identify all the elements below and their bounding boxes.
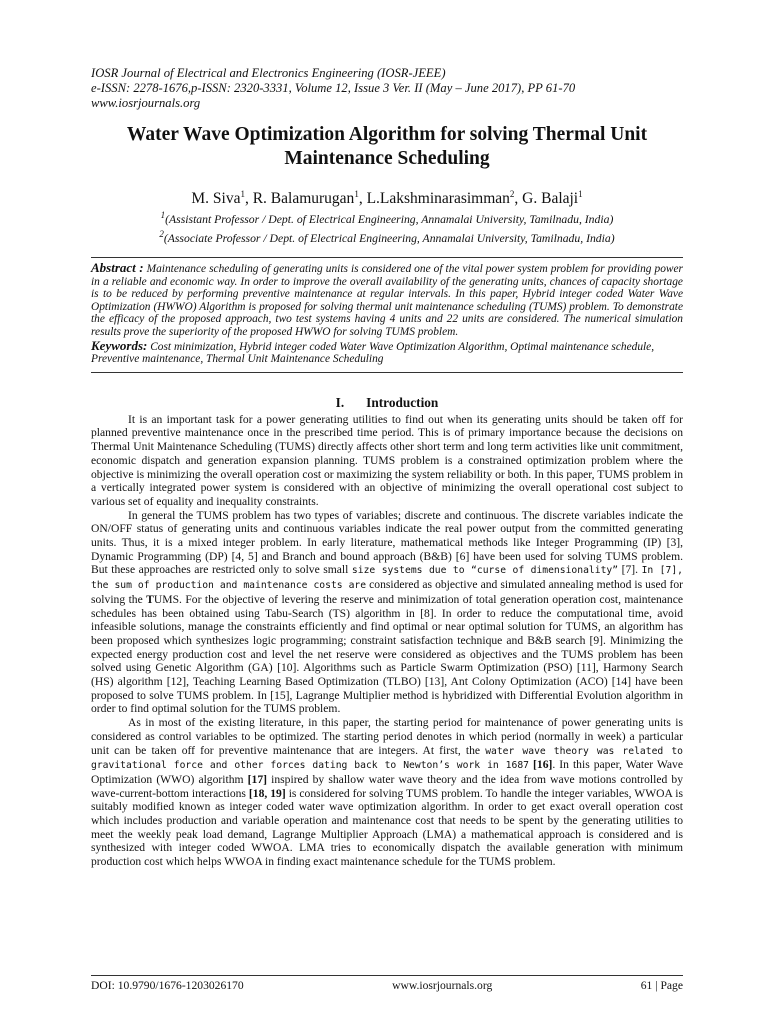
footer-site: www.iosrjournals.org xyxy=(392,979,493,992)
journal-header xyxy=(91,66,683,111)
author-1-affiliation: 1 xyxy=(240,189,245,199)
paper-title-line-1: Water Wave Optimization Algorithm for solving Thermal Unit xyxy=(126,124,648,145)
abstract-bottom-rule xyxy=(91,372,683,373)
affiliations xyxy=(91,208,683,246)
author-1: M. Siva xyxy=(191,190,241,208)
paragraph-2: In general the TUMS problem has two types of variables; discrete and continuous. The discrete variables indicate the ON/OFF status of generating units and continuous variables indicate the real power output from the committed generating units. Thus, it is a mixed integer problem. In early literature, mathematical methods like Integer Programming (IP) [3], Dynamic Programming (DP) [4, 5] and Branch and bound approach (B&B) [6] have been used for solving TUMS problem. But these approaches are restricted only to solve small size systems due to “curse of dimensionality” [7]. In [7], the sum of production and maintenance costs are considered as objective and simulated annealing method is used for solving the TUMS. For the objective of levering the reserve and minimization of total generation operation cost, maintenance schedules has been obtained using Tabu-Search (TS) algorithm in [8]. In order to reduce the computational time, avoid infeasible solutions, manage the constraints efficiently and find optimal or near optimal solution for TUMS, an algorithm has been proposed which synthesizes logic programming; constraint satisfaction technique and B&B search [9]. Minimizing the expected energy production cost and level the net reserve were considered as objectives and the TUMS problem has been solved using Genetic Algorithm (GA) [10]. Algorithms such as Particle Swarm Optimization (PSO) [11], Harmony Search (HS) algorithm [12], Teaching Learning Based Optimization (TLBO) [13], Ant Colony Optimization (ACO) [14] have been proposed to solve TUMS problem. In [15], Lagrange Multiplier method is hybridized with Differential Evolution algorithm in order to find optimal solution for the TUMS problem. xyxy=(91,508,684,716)
paper-title xyxy=(91,123,683,171)
abstract-text: Maintenance scheduling of generating units is considered one of the vital power system problem for providing power in a reliable and economic way. In order to improve the overall availability of the generating units, chances of capacity shortage is to be reduced by performing preventive maintenance at regular intervals. In this paper, Hybrid integer coded Water Wave Optimization (HWWO) Algorithm is proposed for solving thermal unit maintenance scheduling (TUMS) problem. To demonstrate the efficacy of the proposed approach, two test systems having 4 units and 22 units are considered. The numerical simulation results prove the superiority of the proposed HWWO for solving TUMS problem. xyxy=(91,262,683,338)
journal-site: www.iosrjournals.org xyxy=(91,96,201,110)
author-2-affiliation: 1 xyxy=(354,189,359,199)
page-footer xyxy=(91,975,683,993)
author-3: , L.Lakshminarasimman xyxy=(358,190,510,208)
author-4: , G. Balaji xyxy=(514,190,579,208)
footer-doi: DOI: 10.9790/1676-1203026170 xyxy=(91,979,244,992)
journal-issn: e-ISSN: 2278-1676,p-ISSN: 2320-3331, Volume 12, Issue 3 Ver. II (May – June 2017), PP 61-70 xyxy=(91,81,576,95)
author-3-affiliation: 2 xyxy=(509,189,515,199)
affiliation-2: $^2$(Associate Professor / Dept. of Electrical Engineering, Annamalai University, Tamilnadu, India) xyxy=(159,229,615,245)
affiliation-1: $^1$(Assistant Professor / Dept. of Electrical Engineering, Annamalai University, Tamilnadu, India) xyxy=(160,210,614,227)
paper-title-line-2: Maintenance Scheduling xyxy=(284,148,490,169)
section-title: Introduction xyxy=(366,394,439,410)
author-2: , R. Balamurugan xyxy=(244,190,355,208)
keywords-label: Keywords: xyxy=(91,337,148,353)
footer-page-number: 61 | Page xyxy=(640,979,683,992)
paragraph-3: As in most of the existing literature, in this paper, the starting period for maintenance of power generating units is considered as control variables to be optimized. The starting period denotes in which period (normally in week) a particular unit can be taken off for preventive maintenance that are integers. At first, the water wave theory was related to gravitational force and other forces dating back to Newton’s work in 1687 [16]. In this paper, Water Wave Optimization (WWO) algorithm [17] inspired by shallow water wave theory and the idea from wave motions controlled by wave-current-bottom interactions [18, 19] is considered for solving TUMS problem. To handle the integer variables, WWOA is suitably modified known as integer coded water wave optimization algorithm. In order to get exact overall operation cost which includes production and variable operation and maintenance cost that needs to be spent by the generating utilities to meet the weekly peak load demand, Lagrange Multiplier Approach (LMA) a mathematical approach is considered and is synthesized with integer coded WWOA. LMA tries to economically dispatch the available generation with minimum production cost which helps WWOA in finding exact maintenance schedule for the TUMS problem. xyxy=(91,716,683,869)
abstract-label: Abstract : xyxy=(91,259,144,275)
keywords xyxy=(91,337,683,366)
paragraph-1: It is an important task for a power generating utilities to find out when its generating units should be taken off for planned preventive maintenance once in the prescribed time period. This is of primary importance because the decisions on Thermal Unit Maintenance Scheduling (TUMS) directly affects other short term and long term activities like unit commitment, economic dispatch and generation expansion planning. TUMS problem is a constrained optimization problem where the objective is minimizing the overall operation cost or maximizing the system reliability or both. In this paper, TUMS problem in a vertically integrated power system is considered with an objective of minimizing the overall operational cost subject to various set of equality and inequality constraints. xyxy=(91,412,683,508)
keywords-text: Cost minimization, Hybrid integer coded Water Wave Optimization Algorithm, Optimal maintenance schedule, Preventive maintenance, Thermal Unit Maintenance Scheduling xyxy=(91,340,655,366)
abstract-top-rule xyxy=(91,257,683,258)
paper-page xyxy=(91,66,683,1022)
section-number: I. xyxy=(335,394,345,410)
abstract xyxy=(91,259,683,339)
author-list xyxy=(91,185,683,208)
body-text xyxy=(91,413,683,869)
author-4-affiliation: 1 xyxy=(578,189,583,199)
footer-rule xyxy=(91,975,683,976)
journal-name: IOSR Journal of Electrical and Electronics Engineering (IOSR-JEEE) xyxy=(91,66,446,80)
section-heading xyxy=(91,395,683,411)
